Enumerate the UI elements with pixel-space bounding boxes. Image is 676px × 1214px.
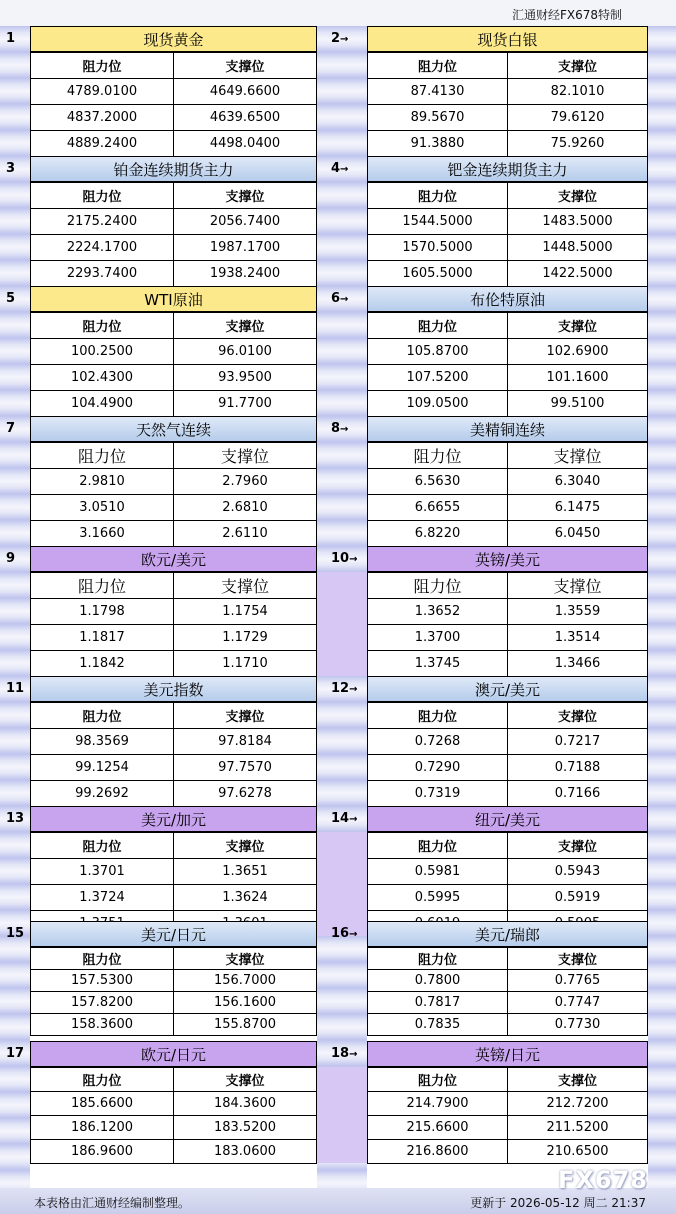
support-value: 2.6110: [174, 521, 317, 547]
table-header-row: [368, 703, 648, 729]
table-row: [368, 651, 648, 677]
resistance-value: 99.2692: [31, 781, 174, 807]
block-number-text: 5: [6, 291, 16, 306]
table-row: [31, 885, 317, 911]
support-value: 0.7747: [508, 992, 648, 1014]
quote-table: [367, 572, 648, 677]
resistance-header: 阻力位: [31, 53, 174, 79]
support-value: 97.7570: [174, 755, 317, 781]
table-row: [31, 521, 317, 547]
table-row: [368, 391, 648, 417]
table-header-row: [31, 443, 317, 469]
support-header: 支撑位: [174, 1068, 317, 1092]
block-number: [331, 26, 348, 52]
support-value: 1.1754: [174, 599, 317, 625]
table-row: [31, 1116, 317, 1140]
block-number: [331, 806, 357, 832]
table-row: [368, 1092, 648, 1116]
center-gutter-highlight: [317, 572, 367, 676]
table-row: [31, 391, 317, 417]
block-number: [6, 156, 15, 182]
table-row: [368, 131, 648, 157]
block-number-text: 9: [6, 551, 16, 566]
resistance-value: 2224.1700: [31, 235, 174, 261]
support-value: 96.0100: [174, 339, 317, 365]
left-gutter: [0, 26, 30, 1188]
brand-label: 汇通财经FX678特制: [512, 8, 623, 22]
resistance-value: 4789.0100: [31, 79, 174, 105]
table-header-row: [368, 313, 648, 339]
table-row: [368, 521, 648, 547]
resistance-value: 6.8220: [368, 521, 508, 547]
block-number: [6, 1041, 24, 1067]
table-row: [31, 1014, 317, 1036]
resistance-value: 1.1842: [31, 651, 174, 677]
support-header: 支撑位: [174, 573, 317, 599]
support-value: 79.6120: [508, 105, 648, 131]
quote-table: [30, 182, 317, 287]
table-row: [31, 599, 317, 625]
resistance-value: 4837.2000: [31, 105, 174, 131]
support-value: 93.9500: [174, 365, 317, 391]
resistance-value: 1.3652: [368, 599, 508, 625]
table-row: [31, 365, 317, 391]
quote-table: [30, 312, 317, 417]
resistance-value: 1.3724: [31, 885, 174, 911]
table-header-row: [368, 833, 648, 859]
table-header-row: [368, 573, 648, 599]
instrument-title: 美元指数: [30, 676, 317, 702]
resistance-value: 6.5630: [368, 469, 508, 495]
support-value: 1.1729: [174, 625, 317, 651]
resistance-value: 4889.2400: [31, 131, 174, 157]
table-row: [368, 859, 648, 885]
table-row: [31, 970, 317, 992]
support-value: 155.8700: [174, 1014, 317, 1036]
support-value: 0.7217: [508, 729, 648, 755]
resistance-value: 89.5670: [368, 105, 508, 131]
table-row: [368, 992, 648, 1014]
block-number: [6, 26, 15, 52]
support-value: 1448.5000: [508, 235, 648, 261]
support-value: 97.6278: [174, 781, 317, 807]
resistance-value: 186.9600: [31, 1140, 174, 1164]
support-value: 1.1710: [174, 651, 317, 677]
quote-table: [30, 947, 317, 1036]
block-number-text: 12: [331, 681, 350, 696]
instrument-title: 美精铜连续: [367, 416, 648, 442]
block-number: [331, 1041, 357, 1067]
block-number: [331, 546, 357, 572]
support-value: 6.1475: [508, 495, 648, 521]
resistance-value: 0.5995: [368, 885, 508, 911]
support-header: 支撑位: [508, 183, 648, 209]
table-row: [31, 625, 317, 651]
table-row: [368, 105, 648, 131]
support-value: 210.6500: [508, 1140, 648, 1164]
quote-table: [30, 702, 317, 807]
table-row: [368, 339, 648, 365]
table-row: [31, 339, 317, 365]
table-row: [368, 365, 648, 391]
resistance-value: 98.3569: [31, 729, 174, 755]
resistance-value: 185.6600: [31, 1092, 174, 1116]
resistance-header: 阻力位: [31, 833, 174, 859]
resistance-header: 阻力位: [368, 1068, 508, 1092]
block-number-text: 13: [6, 811, 25, 826]
support-value: 211.5200: [508, 1116, 648, 1140]
block-number: [6, 676, 24, 702]
resistance-header: 阻力位: [368, 833, 508, 859]
support-header: 支撑位: [174, 313, 317, 339]
resistance-header: 阻力位: [31, 703, 174, 729]
block-number-text: 18: [331, 1046, 350, 1061]
block-number-text: 1: [6, 31, 16, 46]
resistance-header: 阻力位: [31, 1068, 174, 1092]
table-header-row: [368, 948, 648, 970]
instrument-title: 纽元/美元: [367, 806, 648, 832]
quote-table: [30, 52, 317, 157]
support-value: 1938.2400: [174, 261, 317, 287]
support-value: 0.5943: [508, 859, 648, 885]
table-row: [368, 625, 648, 651]
quote-table: [30, 1067, 317, 1164]
resistance-value: 2293.7400: [31, 261, 174, 287]
support-value: 183.5200: [174, 1116, 317, 1140]
resistance-value: 0.7817: [368, 992, 508, 1014]
footer-note: 本表格由汇通财经编制整理。: [34, 1196, 191, 1210]
instrument-title: 布伦特原油: [367, 286, 648, 312]
support-value: 2.6810: [174, 495, 317, 521]
table-header-row: [368, 1068, 648, 1092]
block-number-text: 10: [331, 551, 350, 566]
table-row: [31, 235, 317, 261]
resistance-value: 1.3700: [368, 625, 508, 651]
resistance-value: 3.1660: [31, 521, 174, 547]
resistance-header: 阻力位: [31, 183, 174, 209]
block-number: [331, 676, 357, 702]
support-header: 支撑位: [174, 53, 317, 79]
table-row: [31, 79, 317, 105]
table-header-row: [31, 703, 317, 729]
resistance-header: 阻力位: [368, 573, 508, 599]
instrument-title: 美元/瑞郎: [367, 921, 648, 947]
support-value: 102.6900: [508, 339, 648, 365]
quote-table: [367, 947, 648, 1036]
table-row: [31, 859, 317, 885]
resistance-value: 1544.5000: [368, 209, 508, 235]
instrument-title: 英镑/日元: [367, 1041, 648, 1067]
table-header-row: [31, 833, 317, 859]
resistance-value: 1.3745: [368, 651, 508, 677]
resistance-value: 215.6600: [368, 1116, 508, 1140]
table-row: [368, 1116, 648, 1140]
table-row: [31, 1092, 317, 1116]
table-header-row: [368, 53, 648, 79]
support-value: 2.7960: [174, 469, 317, 495]
table-row: [368, 1140, 648, 1164]
watermark-logo: FX678: [558, 1166, 648, 1194]
table-row: [368, 209, 648, 235]
support-header: 支撑位: [508, 573, 648, 599]
table-row: [31, 755, 317, 781]
resistance-value: 102.4300: [31, 365, 174, 391]
support-value: 212.7200: [508, 1092, 648, 1116]
resistance-value: 216.8600: [368, 1140, 508, 1164]
support-value: 0.7730: [508, 1014, 648, 1036]
support-value: 156.7000: [174, 970, 317, 992]
quote-table: [367, 182, 648, 287]
resistance-value: 186.1200: [31, 1116, 174, 1140]
block-number: [6, 286, 15, 312]
resistance-value: 104.4900: [31, 391, 174, 417]
resistance-value: 99.1254: [31, 755, 174, 781]
table-row: [31, 781, 317, 807]
resistance-header: 阻力位: [31, 573, 174, 599]
block-number: [331, 416, 348, 442]
table-row: [31, 729, 317, 755]
block-number: [6, 416, 15, 442]
resistance-value: 100.2500: [31, 339, 174, 365]
resistance-value: 0.7800: [368, 970, 508, 992]
resistance-value: 0.7268: [368, 729, 508, 755]
resistance-value: 3.0510: [31, 495, 174, 521]
table-row: [31, 105, 317, 131]
arrow-icon: →: [340, 294, 349, 305]
instrument-title: 现货白银: [367, 26, 648, 52]
support-header: 支撑位: [508, 443, 648, 469]
arrow-icon: →: [349, 684, 358, 695]
block-number-text: 4: [331, 161, 341, 176]
resistance-value: 107.5200: [368, 365, 508, 391]
table-row: [368, 729, 648, 755]
resistance-value: 214.7900: [368, 1092, 508, 1116]
resistance-value: 109.0500: [368, 391, 508, 417]
instrument-title: 天然气连续: [30, 416, 317, 442]
resistance-value: 157.8200: [31, 992, 174, 1014]
table-row: [31, 992, 317, 1014]
support-value: 4649.6600: [174, 79, 317, 105]
block-number: [6, 806, 24, 832]
block-number-text: 3: [6, 161, 16, 176]
table-row: [368, 261, 648, 287]
resistance-value: 0.7319: [368, 781, 508, 807]
table-row: [368, 79, 648, 105]
support-value: 0.7166: [508, 781, 648, 807]
table-row: [31, 469, 317, 495]
center-gutter-highlight: [317, 1067, 367, 1163]
block-number-text: 6: [331, 291, 341, 306]
support-header: 支撑位: [174, 833, 317, 859]
block-number: [331, 156, 348, 182]
arrow-icon: →: [349, 554, 358, 565]
resistance-header: 阻力位: [31, 948, 174, 970]
table-row: [368, 755, 648, 781]
arrow-icon: →: [340, 34, 349, 45]
support-value: 156.1600: [174, 992, 317, 1014]
instrument-title: 美元/加元: [30, 806, 317, 832]
block-number-text: 8: [331, 421, 341, 436]
instrument-title: 欧元/美元: [30, 546, 317, 572]
resistance-value: 87.4130: [368, 79, 508, 105]
block-number: [331, 286, 348, 312]
support-value: 1.3514: [508, 625, 648, 651]
block-number-text: 15: [6, 926, 25, 941]
resistance-value: 6.6655: [368, 495, 508, 521]
support-header: 支撑位: [508, 703, 648, 729]
quote-table: [367, 52, 648, 157]
resistance-value: 157.5300: [31, 970, 174, 992]
support-header: 支撑位: [508, 313, 648, 339]
support-value: 2056.7400: [174, 209, 317, 235]
quote-table: [367, 1067, 648, 1164]
resistance-value: 1.1798: [31, 599, 174, 625]
support-value: 1987.1700: [174, 235, 317, 261]
block-number-text: 16: [331, 926, 350, 941]
table-row: [368, 1014, 648, 1036]
resistance-value: 105.8700: [368, 339, 508, 365]
block-number: [6, 921, 24, 947]
support-value: 1483.5000: [508, 209, 648, 235]
block-number: [6, 546, 15, 572]
block-number-text: 14: [331, 811, 350, 826]
resistance-header: 阻力位: [31, 443, 174, 469]
resistance-header: 阻力位: [368, 183, 508, 209]
block-number-text: 17: [6, 1046, 25, 1061]
support-value: 75.9260: [508, 131, 648, 157]
block-number-text: 11: [6, 681, 25, 696]
support-value: 1.3559: [508, 599, 648, 625]
block-number: [331, 921, 357, 947]
arrow-icon: →: [340, 164, 349, 175]
resistance-value: 1.3701: [31, 859, 174, 885]
resistance-value: 1570.5000: [368, 235, 508, 261]
block-number-text: 2: [331, 31, 341, 46]
support-header: 支撑位: [174, 703, 317, 729]
instrument-title: 美元/日元: [30, 921, 317, 947]
support-value: 82.1010: [508, 79, 648, 105]
support-value: 1422.5000: [508, 261, 648, 287]
arrow-icon: →: [349, 1049, 358, 1060]
support-value: 0.7765: [508, 970, 648, 992]
table-row: [368, 235, 648, 261]
support-value: 4498.0400: [174, 131, 317, 157]
support-value: 1.3624: [174, 885, 317, 911]
quote-table: [367, 312, 648, 417]
table-row: [368, 885, 648, 911]
table-row: [368, 495, 648, 521]
support-header: 支撑位: [174, 183, 317, 209]
table-row: [31, 1140, 317, 1164]
resistance-value: 0.5981: [368, 859, 508, 885]
support-value: 91.7700: [174, 391, 317, 417]
resistance-header: 阻力位: [368, 948, 508, 970]
resistance-value: 0.7835: [368, 1014, 508, 1036]
quote-table: [30, 572, 317, 677]
support-value: 6.0450: [508, 521, 648, 547]
arrow-icon: →: [349, 814, 358, 825]
resistance-value: 91.3880: [368, 131, 508, 157]
table-row: [368, 599, 648, 625]
table-row: [368, 781, 648, 807]
instrument-title: 欧元/日元: [30, 1041, 317, 1067]
support-value: 101.1600: [508, 365, 648, 391]
support-header: 支撑位: [508, 53, 648, 79]
resistance-header: 阻力位: [368, 313, 508, 339]
resistance-value: 1605.5000: [368, 261, 508, 287]
table-header-row: [368, 443, 648, 469]
resistance-value: 2.9810: [31, 469, 174, 495]
table-header-row: [31, 948, 317, 970]
table-header-row: [31, 573, 317, 599]
instrument-title: 现货黄金: [30, 26, 317, 52]
table-header-row: [31, 313, 317, 339]
support-header: 支撑位: [508, 1068, 648, 1092]
quote-table: [367, 442, 648, 547]
table-header-row: [31, 183, 317, 209]
support-value: 184.3600: [174, 1092, 317, 1116]
instrument-title: 铂金连续期货主力: [30, 156, 317, 182]
support-value: 99.5100: [508, 391, 648, 417]
support-value: 1.3466: [508, 651, 648, 677]
instrument-title: 钯金连续期货主力: [367, 156, 648, 182]
instrument-title: 英镑/美元: [367, 546, 648, 572]
support-value: 6.3040: [508, 469, 648, 495]
table-row: [31, 651, 317, 677]
support-value: 0.5919: [508, 885, 648, 911]
support-header: 支撑位: [508, 833, 648, 859]
table-header-row: [31, 1068, 317, 1092]
top-bar: [0, 0, 676, 26]
quote-table: [30, 442, 317, 547]
arrow-icon: →: [340, 424, 349, 435]
table-header-row: [368, 183, 648, 209]
table-row: [31, 495, 317, 521]
support-header: 支撑位: [508, 948, 648, 970]
resistance-header: 阻力位: [368, 443, 508, 469]
arrow-icon: →: [349, 929, 358, 940]
resistance-header: 阻力位: [368, 703, 508, 729]
table-row: [31, 261, 317, 287]
resistance-value: 158.3600: [31, 1014, 174, 1036]
table-row: [368, 970, 648, 992]
support-header: 支撑位: [174, 948, 317, 970]
block-number-text: 7: [6, 421, 16, 436]
resistance-value: 0.7290: [368, 755, 508, 781]
table-row: [31, 209, 317, 235]
quote-table: [367, 702, 648, 807]
update-timestamp: 更新于 2026-05-12 周二 21:37: [470, 1196, 646, 1210]
support-value: 4639.6500: [174, 105, 317, 131]
resistance-value: 1.1817: [31, 625, 174, 651]
instrument-title: 澳元/美元: [367, 676, 648, 702]
table-header-row: [31, 53, 317, 79]
support-value: 183.0600: [174, 1140, 317, 1164]
table-row: [31, 131, 317, 157]
instrument-title: WTI原油: [30, 286, 317, 312]
resistance-header: 阻力位: [368, 53, 508, 79]
support-value: 97.8184: [174, 729, 317, 755]
support-value: 1.3651: [174, 859, 317, 885]
right-gutter: [648, 26, 676, 1188]
resistance-value: 2175.2400: [31, 209, 174, 235]
table-row: [368, 469, 648, 495]
support-value: 0.7188: [508, 755, 648, 781]
resistance-header: 阻力位: [31, 313, 174, 339]
support-header: 支撑位: [174, 443, 317, 469]
